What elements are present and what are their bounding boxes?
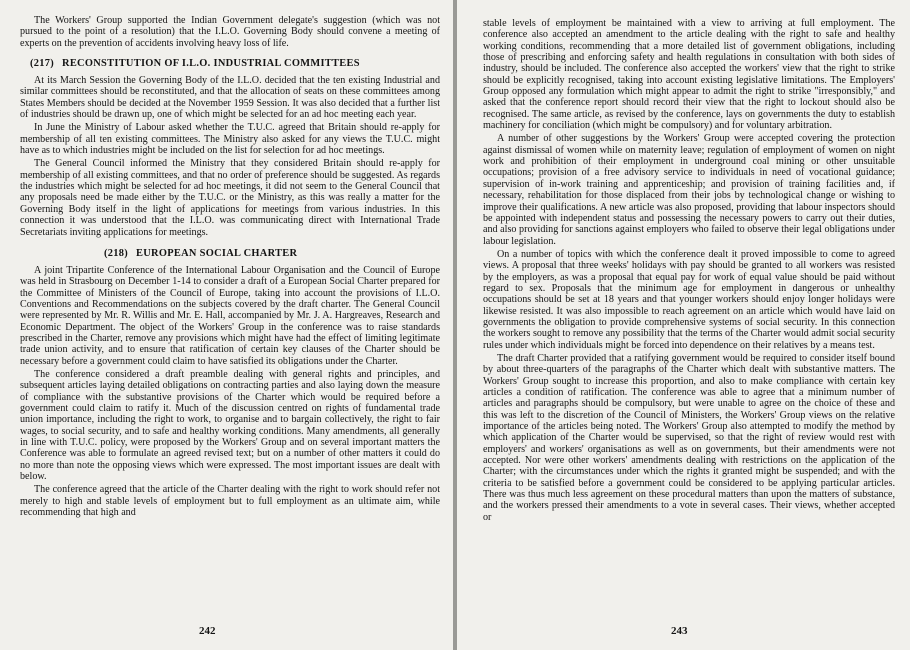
left-page-number: 242: [199, 625, 216, 637]
intro-paragraph: The Workers' Group supported the Indian Government delegate's suggestion (which was not pursued to the point of a resolution) that the I.L.O. Governing Body should convene a meeting of experts on the prevention of accidents involving heavy loss of life.: [20, 15, 440, 49]
section-218-title: EUROPEAN SOCIAL CHARTER: [136, 247, 298, 259]
right-paragraph-4: The draft Charter provided that a ratifying government would be required to consider itself bound by about three-quarters of the paragraphs of the Charter which dealt with substantive matters. The Workers' Group sought to increase this proportion, and also to make compliance with certain key articles a condition of ratification. The conference was able to agree that a minimum number of articles and paragraphs should be compulsory, but were unable to agree on the choice of these and this was left to the discretion of the Council of Ministers, the Workers' Group views on the relative importance of the articles being noted. The Workers' Group also attempted to modify the method by which application of the Charter would be supervised, so that the right of review would rest with employers' and workers' organisations as well as on governments, but their amendments were not accepted. Nor were other workers' amendments dealing with restrictions on the application of the Charter; with the circumstances under which the rights it granted might be suspended; and with the criteria to be satisfied before a government could be considered to be applying particular articles. There was thus much less agreement on these procedural matters than upon the matters of substance, and the workers pressed their amendments to a vote in several cases. Their views, whether accepted or: [483, 352, 895, 523]
right-text-column: [483, 18, 895, 523]
section-218-paragraph-3: The conference agreed that the article of the Charter dealing with the right to work should refer not merely to high and stable levels of employment but to full employment as an ultimate aim, while recommending that high and: [20, 484, 440, 519]
section-217-paragraph-2: In June the Ministry of Labour asked whether the T.U.C. agreed that Britain should re-apply for membership of all ten existing committees. The Ministry also asked for any views the T.U.C. might have as to which industries might be included on the list for selection for ad hoc meetings.: [20, 122, 440, 157]
section-217-heading: [30, 58, 440, 70]
left-page: [0, 0, 453, 650]
section-217-paragraph-3: The General Council informed the Ministry that they considered Britain should re-apply for membership of all existing committees, and that no order of preference should be suggested. As regards the industries which might be selected for ad hoc meetings, it did not seem to the General Council that any proposals need be made either by the T.U.C. or the Ministry, as this was really a matter for the Governing Body itself in the light of applications for meetings from various industries. In this connection it was understood that the I.L.O. was communicating direct with International Trade Secretariats inviting applications for meetings.: [20, 158, 440, 238]
section-217-number: (217): [30, 58, 55, 70]
section-218-heading: [104, 248, 440, 260]
right-page-number: 243: [671, 625, 688, 637]
section-217-title: RECONSTITUTION OF I.L.O. INDUSTRIAL COMMITTEES: [62, 58, 360, 70]
right-paragraph-3: On a number of topics with which the conference dealt it proved impossible to come to agreed views. A proposal that three weeks' holidays with pay should be granted to all workers was resisted by the employers, as was a proposal that equal pay for work of equal value should be paid without regard to sex. Proposals that the minimum age for employment in dangerous or unhealthy occupations should be set at 18 years and that younger workers should enjoy longer holidays were likewise resisted. It was also impossible to reach agreement on an article which would have laid on governments the obligation to provide comprehensive systems of social security. In this connection the workers sought to remove any possibility that the terms of the Charter would admit social security rules under which individuals might be forced into dependence on their relatives by a means test.: [483, 248, 895, 351]
right-page: [457, 0, 910, 650]
section-218-paragraph-2: The conference considered a draft preamble dealing with general rights and principles, and subsequent articles laying detailed obligations on contracting parties and also laying down the measure of compliance with the substantive provisions of the Charter which would be required before a government could claim to ratify it. Much of the discussion centred on rights of fundamental trade union importance, including the right to work, to organise and to bargain collectively, the right to fair wages, to social security, and to safe and healthy working conditions. Many amendments, all generally in line with T.U.C. policy, were proposed by the Workers' Group and on several important matters the Conference was able to formulate an agreed revised text; but on a number of other matters it could do no more than note the opposing views which were expressed. The most important issues are dealt with below.: [20, 368, 440, 483]
section-218-paragraph-1: A joint Tripartite Conference of the International Labour Organisation and the Council of Europe was held in Strasbourg on December 1-14 to consider a draft of a European Social Charter prepared for the Committee of Ministers of the Council of Europe, taking into account the provisions of I.L.O. Conventions and Recommendations on the subjects covered by the draft charter. The General Council were represented by Mr. R. Willis and Mr. E. Hall, accompanied by Mr. J. A. Hargreaves, Research and Economic Department. The object of the Workers' Group in the conference was to raise standards prescribed in the Charter, remove any provisions which might have had the effect of limiting legitimate trade union activity, and to ensure that ratification of certain key clauses of the Charter should be necessary before a government could claim to have satisfied its obligations under the Charter.: [20, 264, 440, 367]
section-217-paragraph-1: At its March Session the Governing Body of the I.L.O. decided that the ten existing Industrial and similar committees should be reconstituted, and that the allocation of seats on these committees among States Members should be decided at the November 1959 Session. It was also decided that a further list of industries should be drawn up, one of which might be selected for an ad hoc meeting each year.: [20, 75, 440, 121]
right-paragraph-2: A number of other suggestions by the Workers' Group were accepted covering the protection against dismissal of women while on maternity leave; regulation of employment of women on night work and prohibition of their employment in underground coal mining or other unsuitable occupations; provision of a free advisory service to individuals in need of vocational guidance; supervision of in-work training and apprenticeship; and provision of training facilities and, if necessary, rehabilitation for those displaced from their jobs by technological change or wishing to improve their qualifications. A new article was also proposed, providing that labour inspectors should be appointed with independent status and possessing the necessary powers to carry out their duties, and also providing for sanctions against employers who failed to observe their legal obligations under labour legislation.: [483, 133, 895, 247]
left-text-column: [20, 15, 440, 518]
right-paragraph-1: stable levels of employment be maintained with a view to arriving at full employment. The conference also accepted an amendment to the article dealing with the right to safe and healthy working conditions, recommending that a more detailed list of government obligations, including those of prescribing and enforcing safety and health regulations in consultation with both sides of industry, should be included. The conference also accepted the workers' view that the right to strike should be explicitly recognised, taking into account existing legislative limitations. The Employers' Group opposed any formulation which might appear to admit the right to strike "irresponsibly," and asked that the conference report should record their view that the right to lockout should also be recognised. The same article, as revised by the conference, lays on governments the duty to establish machinery for conciliation (which might be compulsory) and for voluntary arbitration.: [483, 18, 895, 132]
section-218-number: (218): [104, 247, 129, 259]
